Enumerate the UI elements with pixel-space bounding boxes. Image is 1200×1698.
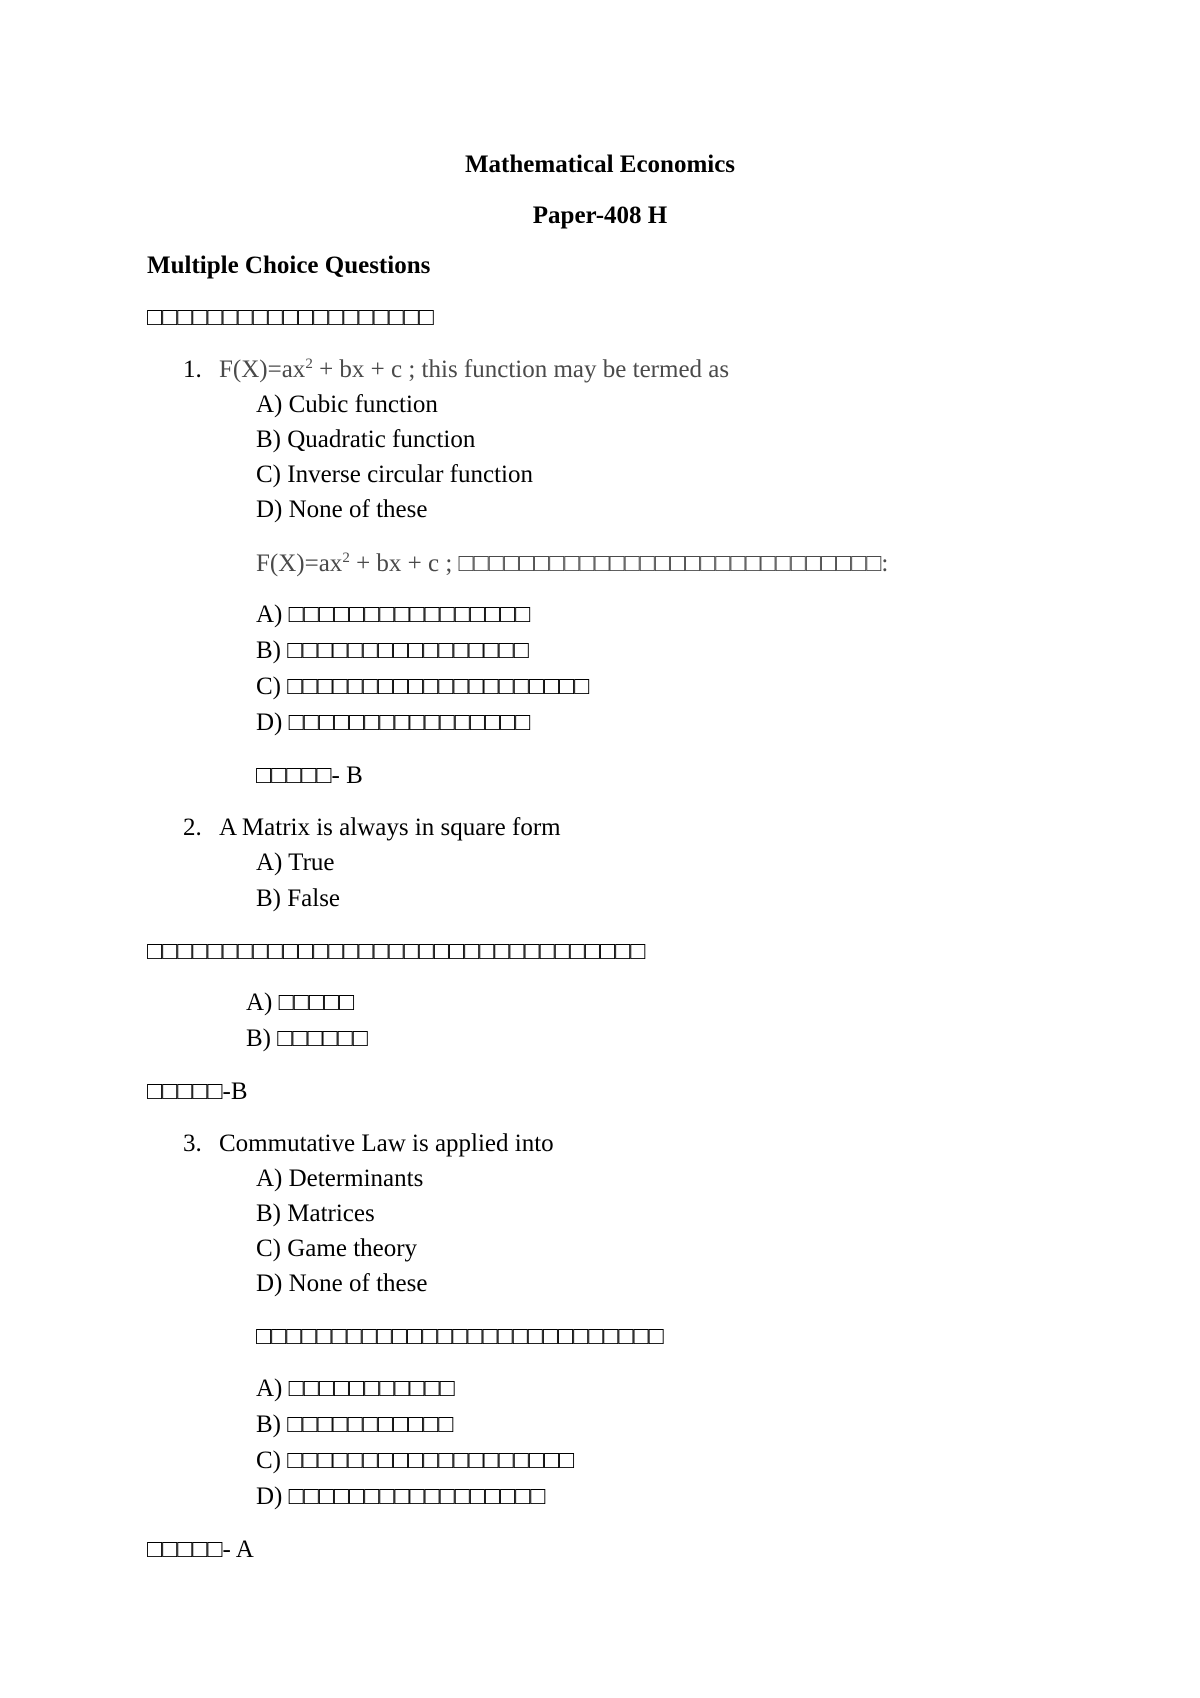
q3-local-option-d: D) □□□□□□□□□□□□□□□□□ xyxy=(256,1483,546,1510)
q3-local-option-c: C) □□□□□□□□□□□□□□□□□□□ xyxy=(256,1447,575,1474)
q3-option-c: C) Game theory xyxy=(256,1235,418,1262)
question-1 xyxy=(183,355,729,385)
q3-option-d: D) None of these xyxy=(256,1270,428,1297)
question-1-text-sup: 2 xyxy=(305,356,313,372)
question-number: 2. xyxy=(183,814,202,841)
q2-local-option-b: B) □□□□□□ xyxy=(246,1025,368,1052)
question-3-text: Commutative Law is applied into xyxy=(219,1130,554,1157)
question-2-text: A Matrix is always in square form xyxy=(219,814,561,841)
question-number: 3. xyxy=(183,1130,202,1157)
q1-option-c: C) Inverse circular function xyxy=(256,461,533,488)
q1-answer: □□□□□- B xyxy=(256,762,363,789)
question-2 xyxy=(183,813,561,843)
question-2-local: □□□□□□□□□□□□□□□□□□□□□□□□□□□□□□□□□ xyxy=(147,938,646,965)
question-3-local: □□□□□□□□□□□□□□□□□□□□□□□□□□□ xyxy=(256,1323,664,1350)
q2-option-a: A) True xyxy=(256,849,335,876)
section-heading-local: □□□□□□□□□□□□□□□□□□□ xyxy=(147,304,434,331)
question-1-local-sup: 2 xyxy=(342,550,350,566)
q1-option-b: B) Quadratic function xyxy=(256,426,476,453)
q1-option-d: D) None of these xyxy=(256,496,428,523)
q3-answer: □□□□□- A xyxy=(147,1536,254,1563)
question-3 xyxy=(183,1129,554,1159)
question-1-local-prefix: F(X)=ax xyxy=(256,550,343,577)
question-number: 1. xyxy=(183,356,202,383)
question-1-local-suffix: + bx + c ; □□□□□□□□□□□□□□□□□□□□□□□□□□□□: xyxy=(349,550,889,577)
paper-code: Paper-408 H xyxy=(532,202,668,229)
document-title: Mathematical Economics xyxy=(464,151,736,178)
question-1-text-prefix: F(X)=ax xyxy=(219,356,306,383)
q3-option-b: B) Matrices xyxy=(256,1200,375,1227)
q2-local-option-a: A) □□□□□ xyxy=(246,989,355,1016)
q3-local-option-a: A) □□□□□□□□□□□ xyxy=(256,1375,455,1402)
q1-local-option-a: A) □□□□□□□□□□□□□□□□ xyxy=(256,601,531,628)
q2-answer: □□□□□-B xyxy=(147,1078,248,1105)
question-1-local xyxy=(256,549,888,579)
q1-local-option-c: C) □□□□□□□□□□□□□□□□□□□□ xyxy=(256,673,590,700)
q1-local-option-d: D) □□□□□□□□□□□□□□□□ xyxy=(256,709,531,736)
q1-option-a: A) Cubic function xyxy=(256,391,438,418)
q1-local-option-b: B) □□□□□□□□□□□□□□□□ xyxy=(256,637,529,664)
q3-local-option-b: B) □□□□□□□□□□□ xyxy=(256,1411,454,1438)
question-1-text-suffix: + bx + c ; this function may be termed as xyxy=(312,356,730,383)
q2-option-b: B) False xyxy=(256,885,341,912)
q3-option-a: A) Determinants xyxy=(256,1165,424,1192)
section-heading: Multiple Choice Questions xyxy=(147,252,431,279)
